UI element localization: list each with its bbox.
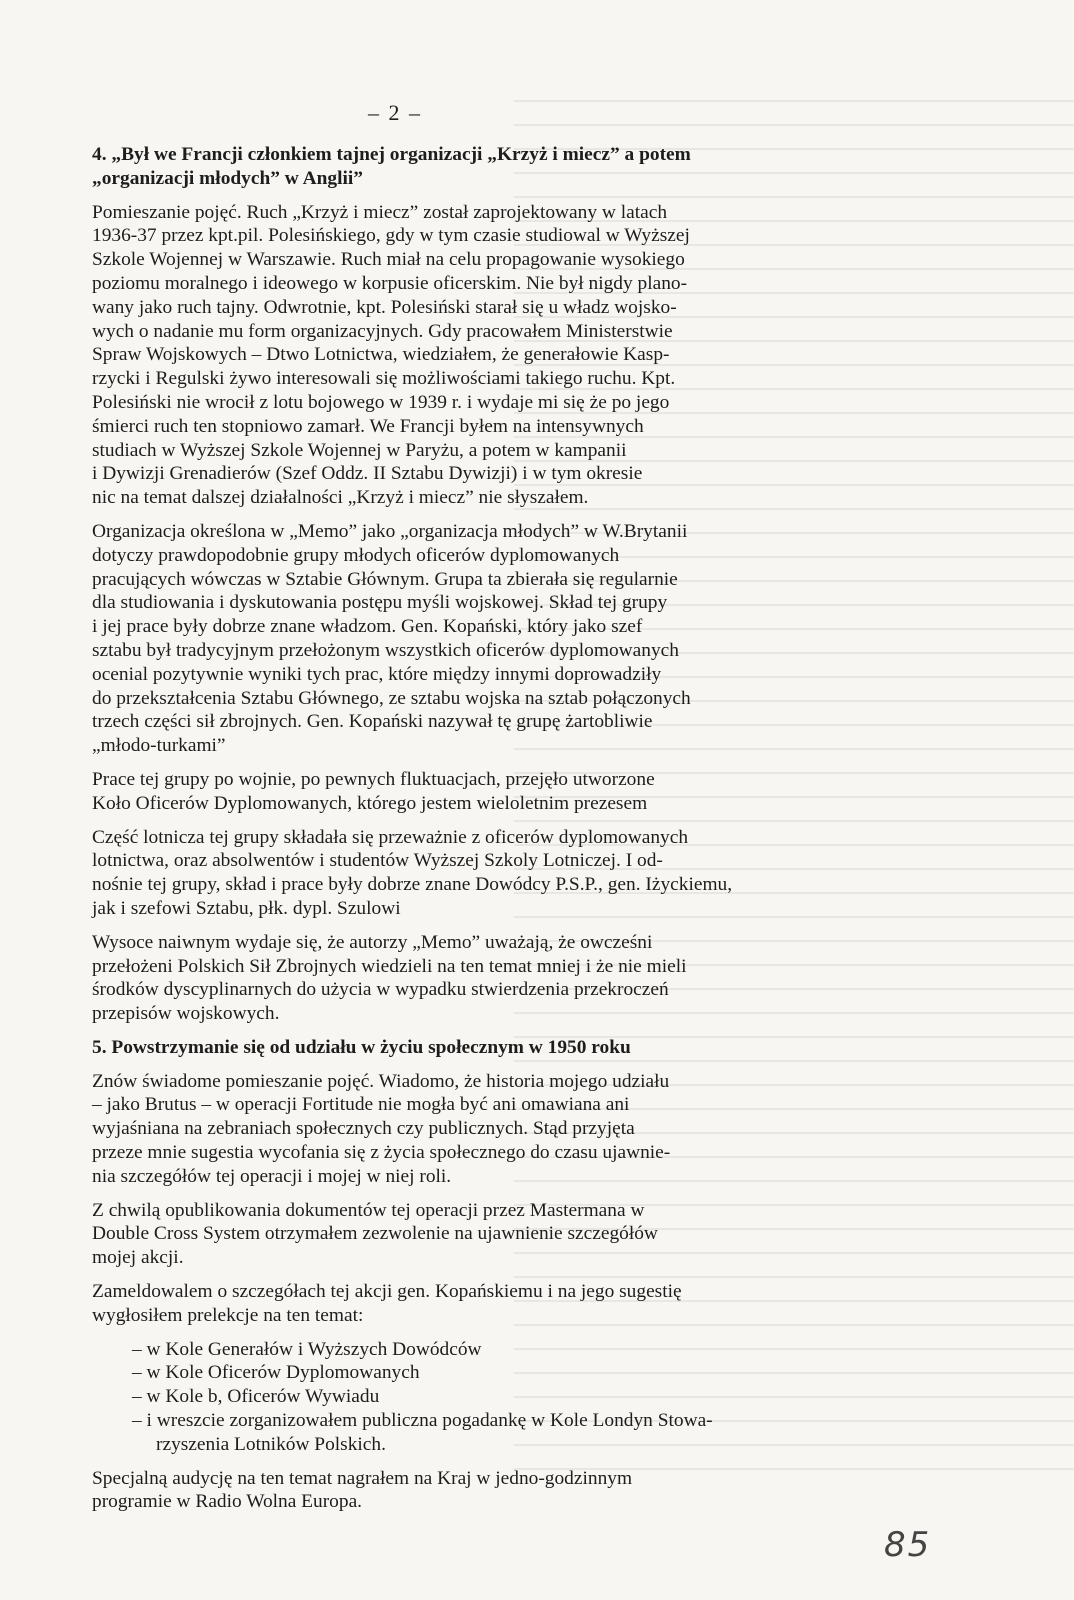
paragraph <box>92 768 882 816</box>
heading-line: 4. „Był we Francji członkiem tajnej organizacji „Krzyż i miecz” a potem <box>92 144 691 165</box>
paragraph-line: sztabu był tradycyjnym przełożonym wszystkich oficerów dyplomowanych <box>92 639 679 661</box>
paragraph-line: Double Cross System otrzymałem zezwolenie na ujawnienie szczegółów <box>92 1223 658 1245</box>
list-item: – w Kole Oficerów Dyplomowanych <box>132 1362 420 1384</box>
paragraph <box>92 520 882 758</box>
paragraph-line: śmierci ruch ten stopniowo zamarł. We Francji byłem na intensywnych <box>92 415 644 437</box>
paragraph-line: 1936-37 przez kpt.pil. Polesińskiego, gdy w tym czasie studiowal w Wyższej <box>92 225 690 247</box>
paragraph-line: wygłosiłem prelekcje na ten temat: <box>92 1304 364 1326</box>
paragraph-line: poziomu moralnego i ideowego w korpusie oficerskim. Nie był nigdy plano- <box>92 272 688 294</box>
list-item: – w Kole Generałów i Wyższych Dowódców <box>132 1338 482 1360</box>
page-number: – 2 – <box>368 100 422 125</box>
lecture-list <box>92 1338 882 1457</box>
paragraph-line: wyjaśniana na zebraniach społecznych czy publicznych. Stąd przyjęta <box>92 1118 635 1140</box>
paragraph-line: – jako Brutus – w operacji Fortitude nie mogła być ani omawiana ani <box>92 1094 630 1116</box>
paragraph-line: Koło Oficerów Dyplomowanych, którego jestem wieloletnim prezesem <box>92 792 648 814</box>
section-heading <box>92 1036 882 1060</box>
paragraph-line: wych o nadanie mu form organizacyjnych. Gdy pracowałem Ministerstwie <box>92 320 673 342</box>
paragraph-line: programie w Radio Wolna Europa. <box>92 1491 363 1513</box>
list-item: – w Kole b, Oficerów Wywiadu <box>132 1386 380 1408</box>
paragraph-line: przełożeni Polskich Sił Zbrojnych wiedzieli na ten temat mniej i że nie mieli <box>92 955 687 977</box>
paragraph-line: Znów świadome pomieszanie pojęć. Wiadomo, że historia mojego udziału <box>92 1070 670 1092</box>
paragraph-line: Wysoce naiwnym wydaje się, że autorzy „Memo” uważają, że owcześni <box>92 931 653 953</box>
paragraph-line: Część lotnicza tej grupy składała się przeważnie z oficerów dyplomowanych <box>92 826 689 848</box>
paragraph <box>92 201 882 510</box>
section-heading <box>92 143 882 191</box>
paragraph <box>92 826 882 921</box>
paragraph-line: ocenial pozytywnie wyniki tych prac, które między innymi doprowadziły <box>92 663 662 685</box>
paragraph-line: przepisów wojskowych. <box>92 1003 280 1025</box>
document-body <box>92 143 882 1524</box>
paragraph-line: Specjalną audycję na ten temat nagrałem na Kraj w jedno-godzinnym <box>92 1467 633 1489</box>
paragraph <box>92 1070 882 1189</box>
paragraph-line: nic na temat dalszej działalności „Krzyż i miecz” nie słyszałem. <box>92 487 589 509</box>
list-item: rzyszenia Lotników Polskich. <box>156 1433 386 1455</box>
paragraph-line: pracujących wówczas w Sztabie Głównym. Grupa ta zbierała się regularnie <box>92 568 678 590</box>
paragraph-line: trzech części sił zbrojnych. Gen. Kopański nazywał tę grupę żartobliwie <box>92 711 653 733</box>
paragraph-line: Szkole Wojennej w Warszawie. Ruch miał na celu propagowanie wysokiego <box>92 249 685 271</box>
paragraph <box>92 1280 882 1328</box>
heading-line: „organizacji młodych” w Anglii” <box>92 167 363 189</box>
paragraph-line: nośnie tej grupy, skład i prace były dobrze znane Dowódcy P.S.P., gen. Iżyckiemu, <box>92 874 733 896</box>
handwritten-page-number: 85 <box>884 1525 932 1565</box>
paragraph-line: Spraw Wojskowych – Dtwo Lotnictwa, wiedziałem, że generałowie Kasp- <box>92 344 670 366</box>
paragraph-line: dla studiowania i dyskutowania postępu myśli wojskowej. Skład tej grupy <box>92 592 668 614</box>
paragraph-line: przeze mnie sugestia wycofania się z życia społecznego do czasu ujawnie- <box>92 1142 671 1164</box>
paragraph-line: Pomieszanie pojęć. Ruch „Krzyż i miecz” został zaprojektowany w latach <box>92 201 668 223</box>
paragraph-line: Z chwilą opublikowania dokumentów tej operacji przez Mastermana w <box>92 1199 645 1221</box>
paragraph-line: Zameldowalem o szczegółach tej akcji gen. Kopańskiemu i na jego sugestię <box>92 1281 682 1303</box>
paragraph-line: mojej akcji. <box>92 1247 184 1269</box>
list-item: – i wreszcie zorganizowałem publiczna pogadankę w Kole Londyn Stowa- <box>132 1410 713 1432</box>
paragraph-line: Organizacja określona w „Memo” jako „organizacja młodych” w W.Brytanii <box>92 520 688 542</box>
paragraph-line: do przekształcenia Sztabu Głównego, ze sztabu wojska na sztab połączonych <box>92 687 691 709</box>
paragraph-line: „młodo-turkami” <box>92 735 226 757</box>
paragraph-line: Prace tej grupy po wojnie, po pewnych fluktuacjach, przejęło utworzone <box>92 768 655 790</box>
paragraph-line: wany jako ruch tajny. Odwrotnie, kpt. Polesiński starał się u władz wojsko- <box>92 296 677 318</box>
paragraph-line: rzycki i Regulski żywo interesowali się możliwościami takiego ruchu. Kpt. <box>92 368 676 390</box>
paragraph-line: Polesiński nie wrocił z lotu bojowego w 1939 r. i wydaje mi się że po jego <box>92 391 670 413</box>
paragraph-line: lotnictwa, oraz absolwentów i studentów Wyższej Szkoly Lotniczej. I od- <box>92 850 663 872</box>
heading-line: 5. Powstrzymanie się od udziału w życiu społecznym w 1950 roku <box>92 1036 631 1058</box>
paragraph-line: dotyczy prawdopodobnie grupy młodych oficerów dyplomowanych <box>92 544 620 566</box>
paragraph-line: i Dywizji Grenadierów (Szef Oddz. II Sztabu Dywizji) i w tym okresie <box>92 463 643 485</box>
paragraph-line: środków dyscyplinarnych do użycia w wypadku stwierdzenia przekroczeń <box>92 979 669 1001</box>
paragraph-line: studiach w Wyższej Szkole Wojennej w Paryżu, a potem w kampanii <box>92 439 627 461</box>
paragraph <box>92 1199 882 1270</box>
paragraph-line: jak i szefowi Sztabu, płk. dypl. Szulowi <box>92 897 401 919</box>
paragraph <box>92 931 882 1026</box>
closing-paragraph <box>92 1467 882 1515</box>
paragraph-line: i jej prace były dobrze znane władzom. Gen. Kopański, który jako szef <box>92 616 643 638</box>
paragraph-line: nia szczegółów tej operacji i mojej w niej roli. <box>92 1165 452 1187</box>
